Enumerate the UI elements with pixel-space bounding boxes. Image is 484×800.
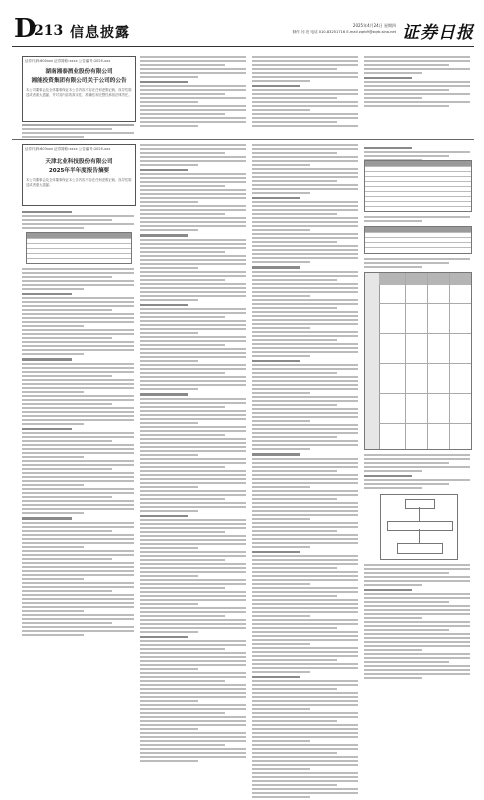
body-column-4-note: [364, 258, 470, 270]
announcement-header-2: [22, 144, 136, 206]
body-column-4-lower: [364, 454, 470, 491]
announcement-company: 天津北业科技股份有限公司: [45, 159, 113, 165]
announcement-notice: 本公司董事会及全体董事保证本公告内容不存在任何虚假记载、误导性陈述或者重大遗漏。: [26, 178, 132, 187]
page-letter: D: [14, 14, 36, 44]
announcement-1-body-col-2: [140, 56, 246, 129]
contact-line: 制作 闫 亮 电话 010-83251716 E-mail zqrb9@zqrb.sina.net: [292, 30, 396, 34]
announcement-title: 2025年半年度报告摘要: [48, 168, 110, 174]
announcement-company: 湖南湘泰酒业股份有限公司: [45, 69, 113, 75]
section-title: 信息披露: [70, 25, 130, 41]
newspaper-logo: 证券日报: [402, 23, 474, 43]
body-column-3: [252, 144, 358, 800]
body-column-1: [22, 208, 134, 231]
announcement-code-line: 证券代码:603xxx 证券简称:xxxx 公告编号:2025-xxx: [25, 147, 111, 151]
body-column-2: [140, 144, 246, 764]
shareholder-table: [364, 272, 472, 450]
announcement-header-1: [22, 56, 136, 122]
ownership-structure-diagram: [380, 494, 458, 560]
section-divider: [12, 139, 474, 140]
body-column-4-bottom: [364, 564, 470, 681]
announcement-1-body-col-4: [364, 56, 470, 109]
financial-table-2: [364, 226, 472, 254]
masthead-rule: [12, 46, 474, 47]
issue-date: 2025年4月24日 星期四: [352, 23, 396, 28]
financial-table-small: [26, 232, 132, 264]
financial-table-1: [364, 160, 472, 212]
announcement-1-body-col-3: [252, 56, 358, 129]
masthead: [14, 14, 476, 44]
page-number: 213: [34, 23, 64, 39]
body-column-4-mid: [364, 216, 470, 224]
body-column-1-continued: [22, 268, 134, 638]
announcement-code-line: 证券代码:600xxx 证券简称:xxxx 公告编号:2025-xxx: [25, 59, 111, 63]
announcement-notice: 本公司董事会及全体董事保证本公告内容不存在任何虚假记载、误导性陈述或者重大遗漏，并对其内容的真实性、准确性和完整性承担法律责任。: [26, 88, 132, 97]
announcement-1-body-col-1: [22, 124, 134, 140]
announcement-title: 湘能投资集团有限公司关于公司的公告: [31, 78, 127, 84]
